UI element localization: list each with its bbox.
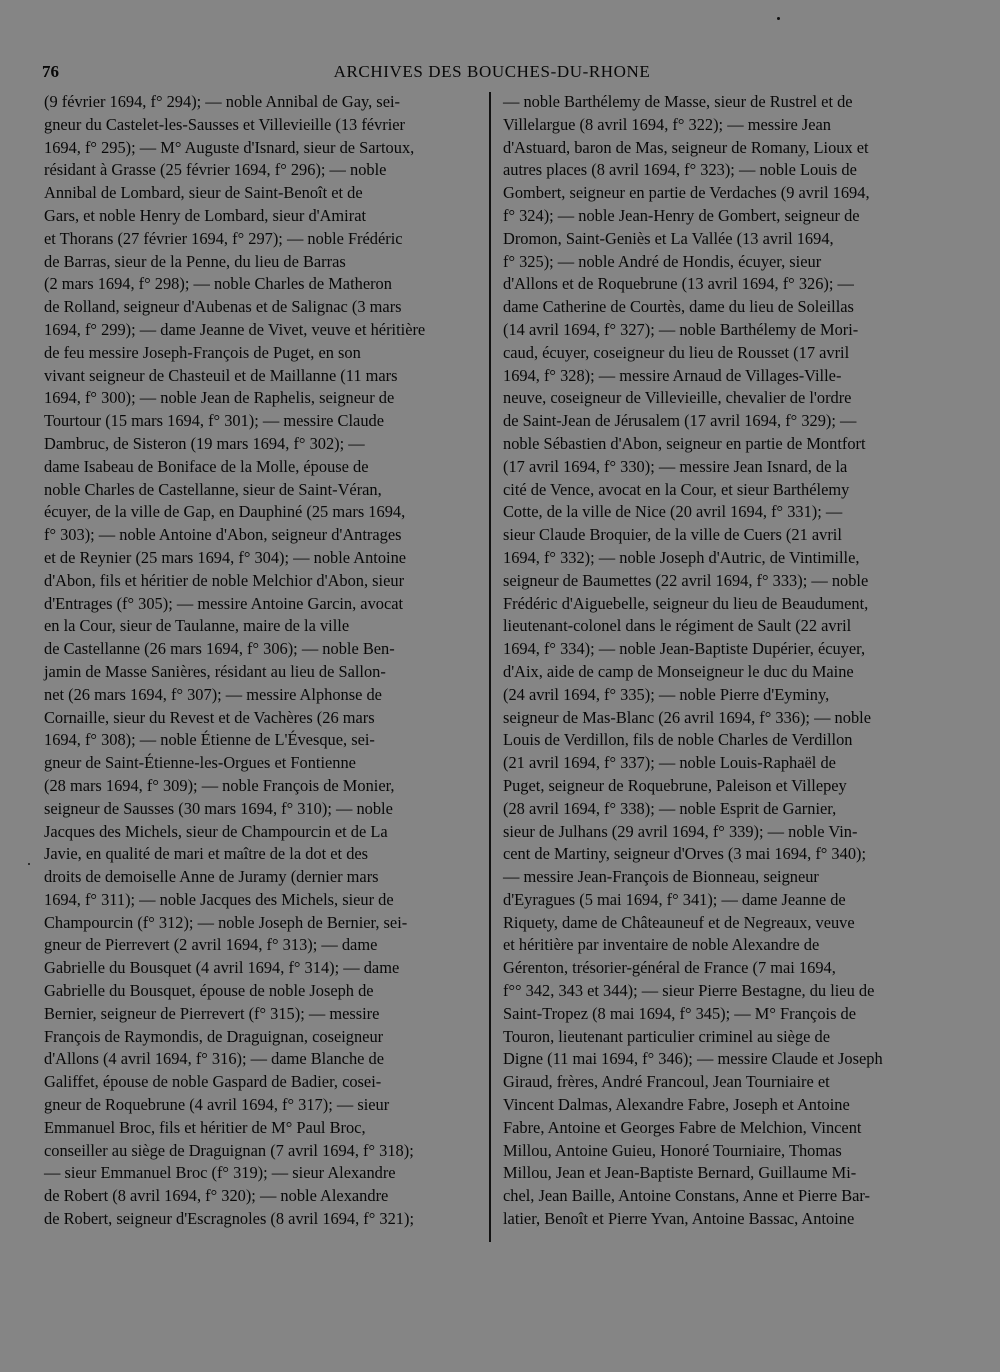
text-line: Cotte, de la ville de Nice (20 avril 1694, f° 331); — xyxy=(503,502,843,522)
text-line: cité de Vence, avocat en la Cour, et sieur Barthélemy xyxy=(503,479,850,499)
text-line: Villelargue (8 avril 1694, f° 322); — messire Jean xyxy=(503,114,831,134)
text-line: Javie, en qualité de mari et maître de la dot et des xyxy=(44,844,369,864)
text-line: gneur de Saint-Étienne-les-Orgues et Fontienne xyxy=(44,753,356,773)
text-line: 1694, f° 299); — dame Jeanne de Vivet, veuve et héritière xyxy=(44,319,426,339)
text-line: lieutenant-colonel dans le régiment de Sault (22 avril xyxy=(503,616,852,636)
text-line: d'Abon, fils et héritier de noble Melchior d'Abon, sieur xyxy=(44,570,405,590)
text-line: 1694, f° 295); — M° Auguste d'Isnard, sieur de Sartoux, xyxy=(44,137,415,157)
column-divider xyxy=(489,92,491,1242)
text-line: Vincent Dalmas, Alexandre Fabre, Joseph et Antoine xyxy=(503,1095,850,1115)
text-line: (17 avril 1694, f° 330); — messire Jean Isnard, de la xyxy=(503,456,848,476)
text-line: Tourtour (15 mars 1694, f° 301); — messire Claude xyxy=(44,411,384,431)
text-line: vivant seigneur de Chasteuil et de Maillanne (11 mars xyxy=(44,365,398,385)
text-line: Cornaille, sieur du Revest et de Vachères (26 mars xyxy=(44,707,375,727)
text-line: Louis de Verdillon, fils de noble Charles de Verdillon xyxy=(503,730,853,750)
text-line: et Thorans (27 février 1694, f° 297); — noble Frédéric xyxy=(44,228,403,248)
text-line: (14 avril 1694, f° 327); — noble Barthélemy de Mori- xyxy=(503,319,859,339)
text-line: net (26 mars 1694, f° 307); — messire Alphonse de xyxy=(44,684,382,704)
text-line: d'Astuard, baron de Mas, seigneur de Romany, Lioux et xyxy=(503,137,869,157)
text-line: caud, écuyer, coseigneur du lieu de Rousset (17 avril xyxy=(503,342,850,362)
text-line: de Barras, sieur de la Penne, du lieu de Barras xyxy=(44,251,346,271)
text-line: gneur de Roquebrune (4 avril 1694, f° 317); — sieur xyxy=(44,1095,390,1115)
text-line: Millou, Jean et Jean-Baptiste Bernard, Guillaume Mi- xyxy=(503,1163,857,1183)
text-line: dame Isabeau de Boniface de la Molle, épouse de xyxy=(44,456,369,476)
text-line: (2 mars 1694, f° 298); — noble Charles de Matheron xyxy=(44,274,392,294)
text-line: (9 février 1694, f° 294); — noble Annibal de Gay, sei- xyxy=(44,92,400,111)
text-line: jamin de Masse Sanières, résidant au lieu de Sallon- xyxy=(44,661,386,681)
print-speck xyxy=(777,17,780,20)
text-line: noble Sébastien d'Abon, seigneur en partie de Montfort xyxy=(503,433,866,453)
running-title: ARCHIVES DES BOUCHES-DU-RHONE xyxy=(333,62,651,81)
text-line: Champourcin (f° 312); — noble Joseph de Bernier, sei- xyxy=(44,912,408,932)
text-line: Annibal de Lombard, sieur de Saint-Benoît et de xyxy=(44,183,363,203)
text-line: sieur de Julhans (29 avril 1694, f° 339); — noble Vin- xyxy=(503,821,858,841)
text-line: Galiffet, épouse de noble Gaspard de Badier, cosei- xyxy=(44,1072,382,1092)
text-line: gneur du Castelet-les-Sausses et Villevieille (13 février xyxy=(44,114,406,134)
text-line: f°° 342, 343 et 344); — sieur Pierre Bestagne, du lieu de xyxy=(503,981,875,1001)
print-speck xyxy=(28,863,30,865)
text-line: seigneur de Sausses (30 mars 1694, f° 310); — noble xyxy=(44,798,393,818)
text-line: Bernier, seigneur de Pierrevert (f° 315); — messire xyxy=(44,1003,380,1023)
text-line: droits de demoiselle Anne de Juramy (dernier mars xyxy=(44,867,379,887)
text-line: Riquety, dame de Châteauneuf et de Negreaux, veuve xyxy=(503,912,855,932)
text-line: de Saint-Jean de Jérusalem (17 avril 1694, f° 329); — xyxy=(503,411,857,431)
text-line: Gérenton, trésorier-général de France (7 mai 1694, xyxy=(503,958,836,978)
text-line: (21 avril 1694, f° 337); — noble Louis-Raphaël de xyxy=(503,753,836,773)
text-line: Gombert, seigneur en partie de Verdaches (9 avril 1694, xyxy=(503,183,870,203)
text-line: Fabre, Antoine et Georges Fabre de Melchion, Vincent xyxy=(503,1117,862,1137)
text-line: de Castellanne (26 mars 1694, f° 306); — noble Ben- xyxy=(44,639,395,659)
text-line: Digne (11 mai 1694, f° 346); — messire Claude et Joseph xyxy=(503,1049,883,1069)
text-line: Puget, seigneur de Roquebrune, Paleison et Villepey xyxy=(503,775,847,795)
text-line: Dromon, Saint-Geniès et La Vallée (13 avril 1694, xyxy=(503,228,834,248)
text-line: Giraud, frères, André Francoul, Jean Tourniaire et xyxy=(503,1072,830,1092)
text-line: chel, Jean Baille, Antoine Constans, Anne et Pierre Bar- xyxy=(503,1186,871,1206)
text-line: neuve, coseigneur de Villevieille, chevalier de l'ordre xyxy=(503,388,852,408)
left-column xyxy=(44,91,482,1231)
text-line: Dambruc, de Sisteron (19 mars 1694, f° 302); — xyxy=(44,433,365,453)
text-line: 1694, f° 328); — messire Arnaud de Villages-Ville- xyxy=(503,365,842,385)
text-line: Gabrielle du Bousquet, épouse de noble Joseph de xyxy=(44,981,374,1001)
text-line: de Rolland, seigneur d'Aubenas et de Salignac (3 mars xyxy=(44,297,402,317)
text-line: latier, Benoît et Pierre Yvan, Antoine Bassac, Antoine xyxy=(503,1209,855,1229)
text-line: f° 324); — noble Jean-Henry de Gombert, seigneur de xyxy=(503,205,860,225)
text-line: résidant à Grasse (25 février 1694, f° 296); — noble xyxy=(44,160,387,180)
text-line: d'Allons (4 avril 1694, f° 316); — dame Blanche de xyxy=(44,1049,384,1069)
text-line: sieur Claude Broquier, de la ville de Cuers (21 avril xyxy=(503,525,842,545)
text-line: François de Raymondis, de Draguignan, coseigneur xyxy=(44,1026,384,1046)
text-line: de Robert (8 avril 1694, f° 320); — noble Alexandre xyxy=(44,1186,389,1206)
text-line: Frédéric d'Aiguebelle, seigneur du lieu de Beaudument, xyxy=(503,593,869,613)
text-line: autres places (8 avril 1694, f° 323); — noble Louis de xyxy=(503,160,857,180)
text-line: (28 avril 1694, f° 338); — noble Esprit de Garnier, xyxy=(503,798,837,818)
text-line: — noble Barthélemy de Masse, sieur de Rustrel et de xyxy=(503,92,853,111)
text-line: seigneur de Baumettes (22 avril 1694, f° 333); — noble xyxy=(503,570,869,590)
text-line: (24 avril 1694, f° 335); — noble Pierre d'Eyminy, xyxy=(503,684,830,704)
text-line: — sieur Emmanuel Broc (f° 319); — sieur Alexandre xyxy=(44,1163,396,1183)
running-header xyxy=(42,62,942,86)
text-line: d'Aix, aide de camp de Monseigneur le duc du Maine xyxy=(503,661,854,681)
text-line: noble Charles de Castellanne, sieur de Saint-Véran, xyxy=(44,479,382,499)
text-line: Emmanuel Broc, fils et héritier de M° Paul Broc, xyxy=(44,1117,366,1137)
text-line: 1694, f° 308); — noble Étienne de L'Évesque, sei- xyxy=(44,730,375,750)
text-line: Gars, et noble Henry de Lombard, sieur d'Amirat xyxy=(44,205,367,225)
right-column xyxy=(503,91,941,1231)
text-line: f° 325); — noble André de Hondis, écuyer, sieur xyxy=(503,251,822,271)
text-line: gneur de Pierrevert (2 avril 1694, f° 313); — dame xyxy=(44,935,378,955)
text-line: de Robert, seigneur d'Escragnoles (8 avril 1694, f° 321); xyxy=(44,1209,415,1229)
text-line: 1694, f° 332); — noble Joseph d'Autric, de Vintimille, xyxy=(503,547,860,567)
text-line: d'Allons et de Roquebrune (13 avril 1694, f° 326); — xyxy=(503,274,854,294)
text-line: 1694, f° 311); — noble Jacques des Michels, sieur de xyxy=(44,889,394,909)
text-line: Touron, lieutenant particulier criminel au siège de xyxy=(503,1026,830,1046)
text-line: en la Cour, sieur de Taulanne, maire de la ville xyxy=(44,616,350,636)
text-line: d'Entrages (f° 305); — messire Antoine Garcin, avocat xyxy=(44,593,404,613)
text-line: f° 303); — noble Antoine d'Abon, seigneur d'Antrages xyxy=(44,525,402,545)
text-line: de feu messire Joseph-François de Puget, en son xyxy=(44,342,361,362)
text-line: Jacques des Michels, sieur de Champourcin et de La xyxy=(44,821,388,841)
text-line: (28 mars 1694, f° 309); — noble François de Monier, xyxy=(44,775,395,795)
text-line: et héritière par inventaire de noble Alexandre de xyxy=(503,935,820,955)
text-line: cent de Martiny, seigneur d'Orves (3 mai 1694, f° 340); xyxy=(503,844,867,864)
text-line: Millou, Antoine Guieu, Honoré Tourniaire, Thomas xyxy=(503,1140,842,1160)
page-number: 76 xyxy=(42,62,59,81)
text-line: d'Eyragues (5 mai 1694, f° 341); — dame Jeanne de xyxy=(503,889,846,909)
text-line: dame Catherine de Courtès, dame du lieu de Soleillas xyxy=(503,297,854,317)
text-line: 1694, f° 300); — noble Jean de Raphelis, seigneur de xyxy=(44,388,395,408)
text-line: — messire Jean-François de Bionneau, seigneur xyxy=(503,867,819,887)
text-line: seigneur de Mas-Blanc (26 avril 1694, f° 336); — noble xyxy=(503,707,871,727)
text-line: Saint-Tropez (8 mai 1694, f° 345); — M° François de xyxy=(503,1003,857,1023)
text-line: Gabrielle du Bousquet (4 avril 1694, f° 314); — dame xyxy=(44,958,400,978)
text-line: conseiller au siège de Draguignan (7 avril 1694, f° 318); xyxy=(44,1140,414,1160)
text-line: écuyer, de la ville de Gap, en Dauphiné (25 mars 1694, xyxy=(44,502,406,522)
text-line: et de Reynier (25 mars 1694, f° 304); — noble Antoine xyxy=(44,547,407,567)
text-line: 1694, f° 334); — noble Jean-Baptiste Dupérier, écuyer, xyxy=(503,639,866,659)
